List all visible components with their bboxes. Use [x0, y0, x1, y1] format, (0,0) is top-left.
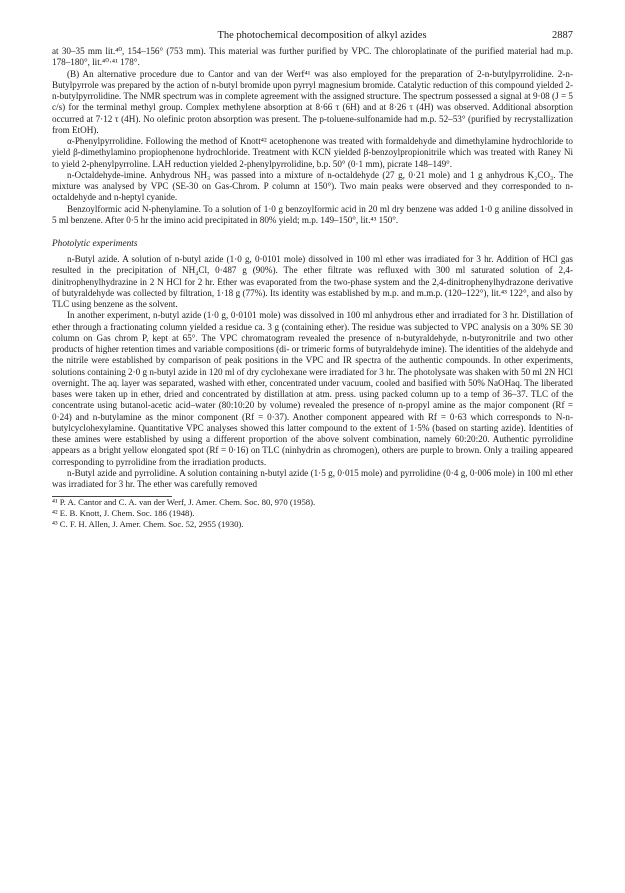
section-heading: Photolytic experiments [52, 239, 138, 249]
running-header [52, 30, 573, 46]
footnote: ⁴³ C. F. H. Allen, J. Amer. Chem. Soc. 52, 2955 (1930). [52, 519, 244, 530]
paragraph: α-Phenylpyrrolidine. Following the method of Knott⁴² acetophenone was treated with formaldehyde and dimethylamine hydrochloride to yield β-dimethylamino propiophenone hydrochloride. Treatment with KCN yielded β-benzoylpropionitrile which was treated with Raney Ni to yield 2-phenylpyrroline. LAH reduction yielded 2-phenylpyrrolidine, b.p. 50° (0·1 mm), picrate 148–149°. [52, 136, 573, 169]
body-text-bottom [52, 254, 573, 490]
footnotes [52, 497, 573, 530]
running-title: The photochemical decomposition of alkyl azides [217, 30, 427, 41]
paragraph: Benzoylformic acid N-phenylamine. To a solution of 1·0 g benzoylformic acid in 20 ml dry benzene was added 1·0 g aniline dissolved in 5 ml benzene. After 0·5 hr the imino acid precipitated in 80% yield; m.p. 149–150°, lit.⁴³ 150°. [52, 203, 573, 225]
body-text-top [52, 46, 573, 226]
page [52, 30, 573, 530]
footnote: ⁴¹ P. A. Cantor and C. A. van der Werf, J. Amer. Chem. Soc. 80, 970 (1958). [52, 497, 316, 508]
paragraph: (B) An alternative procedure due to Cantor and van der Werf⁴¹ was also employed for the preparation of 2-n-butylpyrrolidine. 2-n-Butylpyrrole was prepared by the action of n-butyl bromide upon pyrryl magnesium bromide. Catalytic reduction of this compound yielded 2-n-butylpyrrolidine. The NMR spectrum was in complete agreement with the assigned structure. The spectrum possessed a signal at 9·08 (J = 5 c/s) for the terminal methyl group. Complex methylene absorption at 8·66 τ (6H) and at 8·26 τ (4H) was observed. Additional absorption occurred at 7·12 τ (4H). No olefinic proton absorption was present. The p-toluene-sulfonamide had m.p. 52–53° (purified by recrystallization from EtOH). [52, 68, 573, 135]
paragraph: n-Octaldehyde-imine. Anhydrous NH₃ was passed into a mixture of n-octaldehyde (27 g, 0·21 mole) and 1 g anhydrous K₂CO₃. The mixture was analysed by VPC (SE-30 on Gas-Chrom. P column at 150°). Two main peaks were observed and they corresponded to n-octaldehyde and n-heptyl cyanide. [52, 169, 573, 203]
paragraph: In another experiment, n-butyl azide (1·0 g, 0·0101 mole) was dissolved in 100 ml anhydrous ether and irradiated for 3 hr. Distillation of ether through a fractionating column yielded a residue ca. 3 g (containing ether). The residue was subjected to VPC analysis on a 30% SE 30 column on Gas chrom P, kept at 65°. The VPC chromatogram revealed the presence of n-butyraldehyde, n-butyronitrile and two other products of higher retention times and variable compositions (di- or trimeric forms of butyraldehyde imine). The identities of the aldehyde and the nitrile were established by comparison of peak positions in the VPC and IR spectra of the authentic compounds. In other experiments, solutions containing 2·0 g n-butyl azide in 120 ml of dry cyclohexane were irradiated for 3 hr. The photolysate was shaken with 50 ml 2N HCl overnight. The aq. layer was separated, washed with ether, concentrated under vacuum, cooled and basified with 50% NaOHaq. The liberated bases were taken up in ether, dried and concentrated by distillation at atm. press. using packed column up to a temp of 36–37. TLC of the concentrate using butanol-acetic acid–water (80:10:20 by volume) revealed the presence of n-propyl amine as the major component (Rf = 0·24) and n-butylamine as the minor component (Rf = 0·37). Another component appeared with Rf = 0·63 which corresponds to N-n-butylcyclohexylamine. Quantitative VPC analyses showed this latter compound to the extent of 1·5% (based on starting azide). Identities of these amines were established by using a different proportion of the above solvent combination, namely 60:20:20. Authentic pyrrolidine appears as a bright yellow elongated spot (Rf = 0·16) on TLC (ninhydrin as chromogen), others are purple to brown. Only a trailing appeared corresponding to pyrrolidine from the irradiation products. [52, 310, 573, 467]
page-number: 2887 [552, 30, 573, 41]
footnote: ⁴² E. B. Knott, J. Chem. Soc. 186 (1948). [52, 508, 195, 519]
paragraph: at 30–35 mm lit.⁴⁰, 154–156° (753 mm). This material was further purified by VPC. The chloroplatinate of the purified material had m.p. 178–180°, lit.⁴⁰·⁴¹ 178°. [52, 46, 573, 68]
paragraph: n-Butyl azide. A solution of n-butyl azide (1·0 g, 0·0101 mole) dissolved in 100 ml ether was irradiated for 3 hr. Addition of HCl gas resulted in the precipitation of NH₄Cl, 0·487 g (90%). The ether filtrate was refluxed with 300 ml saturated solution of 2,4-dinitrophenylhydrazine in 2 N HCl for 2 hr. Ether was evaporated from the two-phase system and the 2,4-dinitrophenylhydrazone derivative of butyraldehyde was collected by filtration, 1·18 g (77%). Its identity was established by m.p. and m.m.p. (120–122°), lit.⁴³ 122°, and also by TLC using benzene as the solvent. [52, 254, 573, 309]
paragraph: n-Butyl azide and pyrrolidine. A solution containing n-butyl azide (1·5 g, 0·015 mole) and pyrrolidine (0·4 g, 0·006 mole) in 100 ml ether was irradiated for 3 hr. The ether was carefully removed [52, 467, 573, 489]
